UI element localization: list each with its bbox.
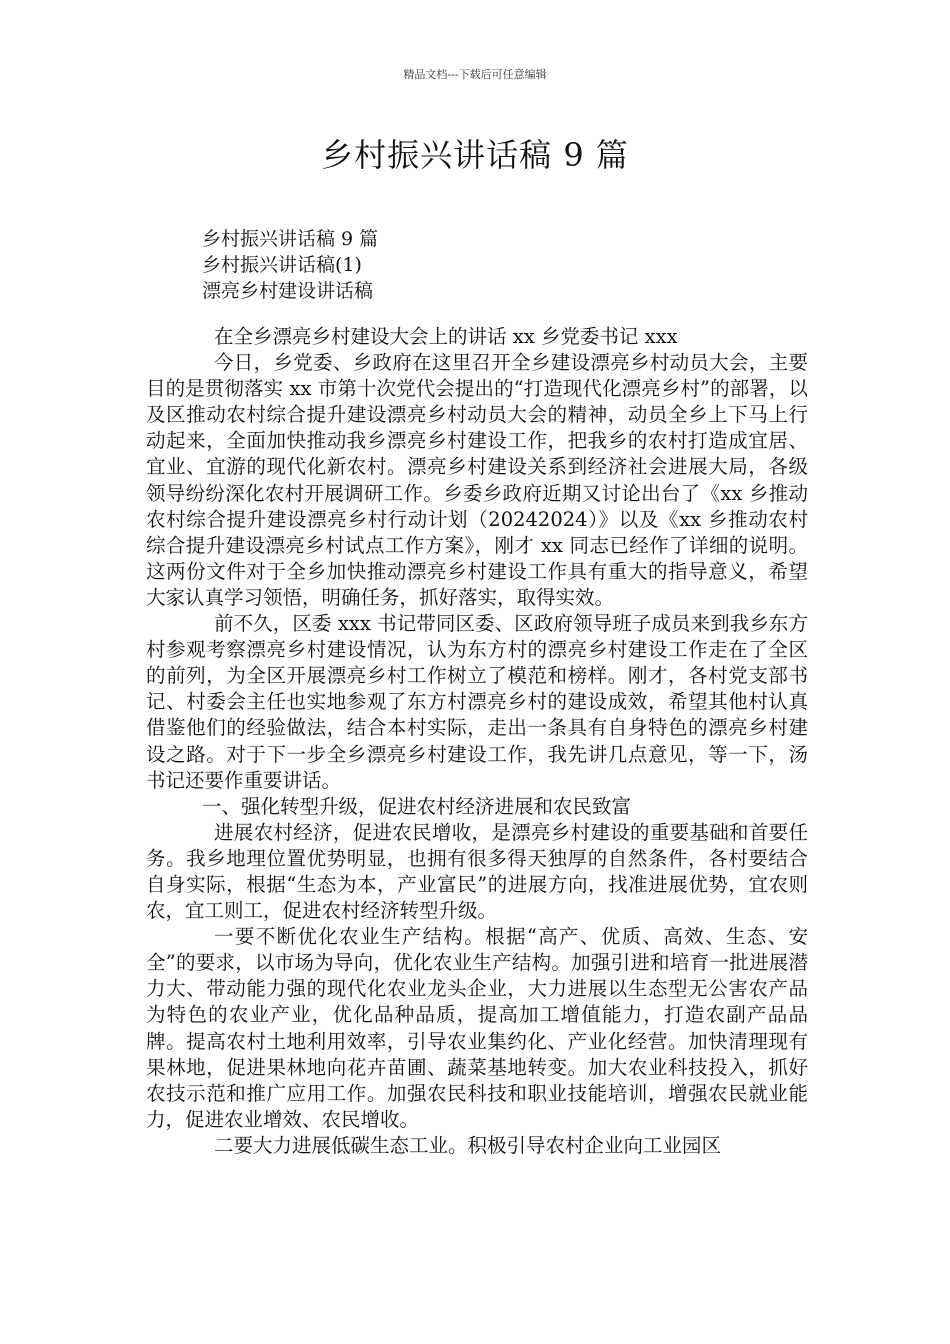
section-paragraph: 二要大力进展低碳生态工业。积极引导农村企业向工业园区 xyxy=(214,1133,722,1157)
body-paragraph: 今日，乡党委、乡政府在这里召开全乡建设漂亮乡村动员大会，主要目的是贯彻落实 xx 市第十次党代会提出的“打造现代化漂亮乡村”的部署，以及区推动农村综合提升建设漂亮乡村动员大会的精神，动员全乡上下马上行动起来，全面加快推动我乡漂亮乡村建设工作，把我乡的农村打造成宜居、宜业、宜游的现代化新农村。漂亮乡村建设关系到经济社会进展大局，各级领导纷纷深化农村开展调研工作。乡委乡政府近期又讨论出台了《xx 乡推动农村综合提升建设漂亮乡村行动计划（20242024）》以及《xx 乡推动农村综合提升建设漂亮乡村试点工作方案》，刚才 xx 同志已经作了详细的说明。这两份文件对于全乡加快推动漂亮乡村建设工作具有重大的指导意义，希望大家认真学习领悟，明确任务，抓好落实，取得实效。 xyxy=(146,351,808,609)
subtitle-line: 乡村振兴讲话稿 9 篇 xyxy=(202,228,379,250)
speaker-line: 在全乡漂亮乡村建设大会上的讲话 xx 乡党委书记 xxx xyxy=(214,325,678,348)
section-paragraph: 进展农村经济，促进农民增收，是漂亮乡村建设的重要基础和首要任务。我乡地理位置优势明显，也拥有很多得天独厚的自然条件，各村要结合自身实际，根据“生态为本，产业富民”的进展方向，找准进展优势，宜农则农，宜工则工，促进农村经济转型升级。 xyxy=(146,820,808,923)
body-paragraph: 前不久，区委 xxx 书记带同区委、区政府领导班子成员来到我乡东方村参观考察漂亮乡村建设情况，认为东方村的漂亮乡村建设工作走在了全区的前列，为全区开展漂亮乡村工作树立了模范和榜样。刚才，各村党支部书记、村委会主任也实地参观了东方村漂亮乡村的建设成效，希望其他村认真借鉴他们的经验做法，结合本村实际，走出一条具有自身特色的漂亮乡村建设之路。对于下一步全乡漂亮乡村建设工作，我先讲几点意见，等一下，汤书记还要作重要讲话。 xyxy=(146,612,808,792)
section-heading: 一、强化转型升级，促进农村经济进展和农民致富 xyxy=(202,794,632,818)
document-title: 乡村振兴讲话稿 9 篇 xyxy=(321,136,629,174)
subtitle-line: 漂亮乡村建设讲话稿 xyxy=(202,280,374,302)
section-paragraph: 一要不断优化农业生产结构。根据“高产、优质、高效、生态、安全”的要求，以市场为导向，优化农业生产结构。加强引进和培育一批进展潜力大、带动能力强的现代化农业龙头企业，大力进展以生态型无公害农产品为特色的农业产业，优化品种品质，提高加工增值能力，打造农副产品品牌。提高农村土地利用效率，引导农业集约化、产业化经营。加快清理现有果林地，促进果林地向花卉苗圃、蔬菜基地转变。加大农业科技投入，抓好农技示范和推广应用工作。加强农民科技和职业技能培训，增强农民就业能力，促进农业增效、农民增收。 xyxy=(146,925,808,1131)
subtitle-line: 乡村振兴讲话稿(1) xyxy=(202,254,362,276)
subtitle-block xyxy=(202,226,378,304)
document-body xyxy=(146,324,808,1159)
page-header-note: 精品文档---下载后可任意编辑 xyxy=(403,68,547,81)
